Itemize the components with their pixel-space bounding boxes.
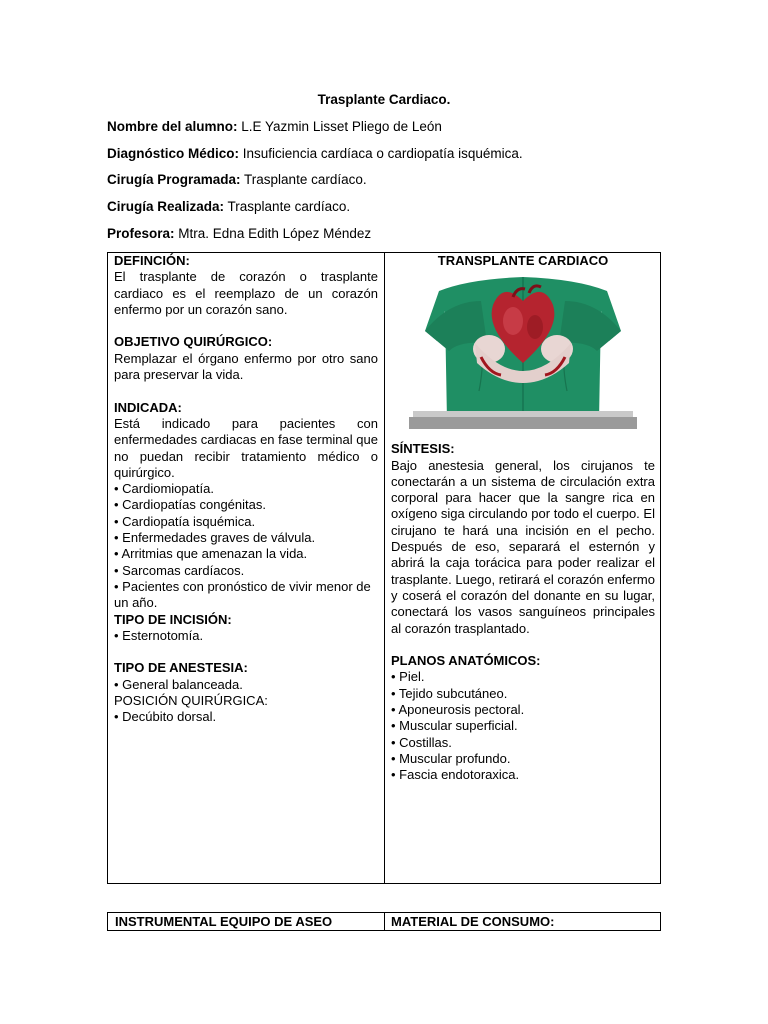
anatomic-plane-item: • Aponeurosis pectoral. [391, 702, 525, 718]
surgeon-photo-graphic [409, 271, 637, 429]
column-divider [384, 253, 385, 883]
indication-text: Está indicado para pacientes con enfermedades cardiacas en fase terminal que no puedan recibir tratamiento médico o quirúrgico. [114, 415, 378, 480]
definition-text: El trasplante de corazón o trasplante cardiaco es el reemplazo de un corazón enfermo por un corazón sano. [114, 269, 378, 317]
field-diagnosis [107, 146, 523, 161]
objective-text: Remplazar el órgano enfermo por otro sano para preservar la vida. [114, 350, 378, 383]
anatomic-plane-item: • Costillas. [391, 734, 452, 750]
surgeon-holding-heart-photo [409, 271, 637, 429]
anatomic-plane-item: • Muscular superficial. [391, 718, 518, 734]
right-column-header: TRANSPLANTE CARDIACO [437, 253, 609, 268]
anesthesia-heading: TIPO DE ANESTESIA: [114, 660, 248, 676]
anatomic-plane-item: • Tejido subcutáneo. [391, 685, 508, 701]
incision-item: • Esternotomía. [114, 627, 204, 643]
indication-item: • Cardiomiopatía. [114, 481, 214, 497]
right-column [391, 253, 655, 784]
objective-heading: OBJETIVO QUIRÚRGICO: [114, 334, 273, 350]
main-table [107, 252, 661, 884]
field-student-name [107, 119, 442, 134]
field-performed-surgery [107, 199, 350, 214]
bottom-table [107, 912, 661, 931]
field-scheduled-surgery [107, 172, 367, 187]
left-column [114, 253, 378, 726]
incision-heading: TIPO DE INCISIÓN: [114, 611, 232, 627]
anatomic-plane-item: • Piel. [391, 669, 425, 685]
field-label: Diagnóstico Médico: [107, 146, 240, 161]
position-heading: POSICIÓN QUIRÚRGICA: [114, 693, 268, 709]
field-value: Insuficiencia cardíaca o cardiopatía isquémica. [242, 146, 523, 161]
synthesis-text: Bajo anestesia general, los cirujanos te conectarán a un sistema de circulación extra corporal para hacer que la sangre rica en oxígeno siga circulando por todo el cuerpo. El cirujano te hará una incisión en el pecho. Después de eso, separará el esternón y abrirá la caja torácica para poder realizar el trasplante. Luego, retirará el corazón enfermo y coserá el corazón del donante en su lugar, conectará los vasos sanguíneos principales al corazón trasplantado. [391, 457, 655, 636]
indication-item: • Cardiopatías congénitas. [114, 497, 266, 513]
field-professor [107, 226, 371, 241]
column-divider [384, 913, 385, 930]
indication-item: • Cardiopatía isquémica. [114, 513, 256, 529]
field-label: Nombre del alumno: [107, 119, 238, 134]
position-item: • Decúbito dorsal. [114, 709, 217, 725]
anatomic-plane-item: • Muscular profundo. [391, 750, 511, 766]
indication-item: • Sarcomas cardíacos. [114, 562, 245, 578]
indication-heading: INDICADA: [114, 399, 182, 415]
synthesis-heading: SÍNTESIS: [391, 441, 455, 457]
field-value: Trasplante cardíaco. [227, 199, 351, 214]
field-value: Mtra. Edna Edith López Méndez [178, 226, 372, 241]
instrument-header: INSTRUMENTAL EQUIPO DE ASEO [115, 914, 333, 929]
consumables-header: MATERIAL DE CONSUMO: [391, 914, 555, 929]
field-value: L.E Yazmin Lisset Pliego de León [241, 119, 442, 134]
document-title: Trasplante Cardiaco. [317, 92, 451, 107]
field-label: Cirugía Programada: [107, 172, 241, 187]
field-label: Profesora: [107, 226, 175, 241]
anesthesia-item: • General balanceada. [114, 676, 243, 692]
field-label: Cirugía Realizada: [107, 199, 225, 214]
indication-item: • Enfermedades graves de válvula. [114, 530, 316, 546]
anatomic-planes-heading: PLANOS ANATÓMICOS: [391, 653, 541, 669]
anatomic-plane-item: • Fascia endotoraxica. [391, 767, 520, 783]
indication-item: • Arritmias que amenazan la vida. [114, 546, 308, 562]
definition-heading: DEFINCIÓN: [114, 253, 190, 268]
field-value: Trasplante cardíaco. [244, 172, 367, 187]
indication-item: • Pacientes con pronóstico de vivir menor de un año. [114, 578, 371, 611]
